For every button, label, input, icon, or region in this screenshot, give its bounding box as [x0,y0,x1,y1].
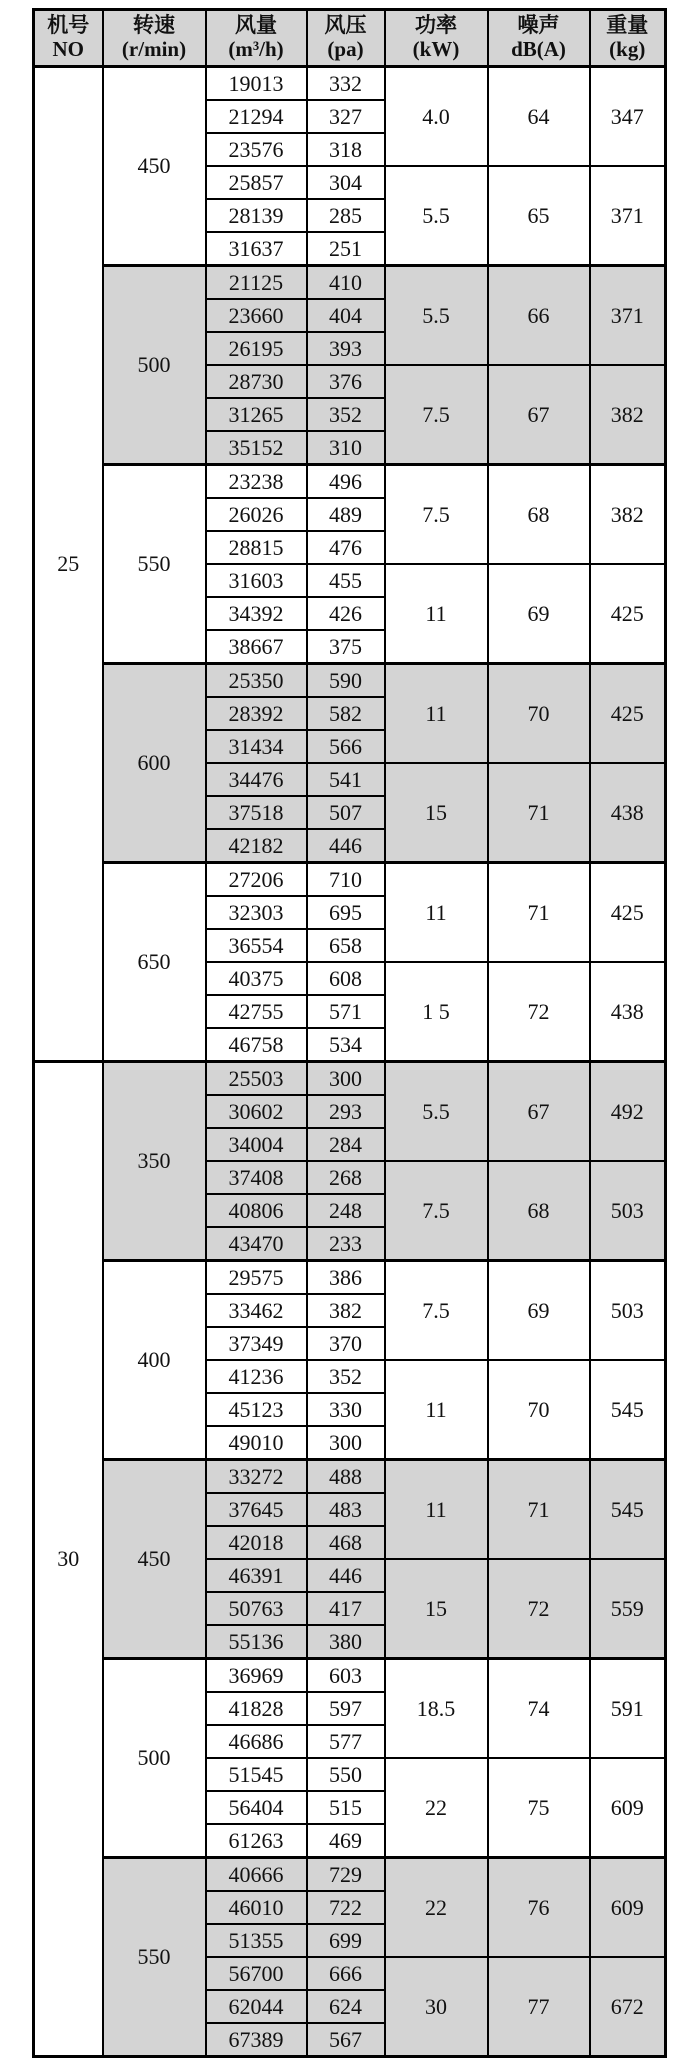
pressure-cell: 352 [307,1360,385,1393]
power-cell: 15 [385,1559,488,1659]
power-cell: 15 [385,763,488,863]
airflow-cell: 41828 [206,1692,307,1725]
noise-cell: 75 [488,1758,590,1858]
noise-cell: 72 [488,962,590,1062]
power-cell: 1 5 [385,962,488,1062]
header-line2: (pa) [327,37,364,61]
speed-cell: 450 [103,1460,206,1659]
pressure-cell: 489 [307,498,385,531]
pressure-cell: 310 [307,431,385,465]
pressure-cell: 483 [307,1493,385,1526]
noise-cell: 64 [488,67,590,167]
noise-cell: 68 [488,465,590,565]
airflow-cell: 40666 [206,1858,307,1892]
power-cell: 11 [385,664,488,764]
power-cell: 5.5 [385,266,488,366]
pressure-cell: 375 [307,630,385,664]
airflow-cell: 41236 [206,1360,307,1393]
airflow-cell: 31637 [206,232,307,266]
weight-cell: 382 [590,465,666,565]
power-cell: 11 [385,1460,488,1560]
pressure-cell: 376 [307,365,385,398]
airflow-cell: 34476 [206,763,307,796]
speed-cell: 550 [103,465,206,664]
table-row [34,1460,666,1494]
table-row [34,465,666,499]
power-cell: 11 [385,863,488,963]
airflow-cell: 28730 [206,365,307,398]
header-line2: NO [52,37,84,61]
weight-cell: 545 [590,1460,666,1560]
noise-cell: 71 [488,1460,590,1560]
pressure-cell: 488 [307,1460,385,1494]
header-line1: 风量 [235,13,277,38]
pressure-cell: 393 [307,332,385,365]
header-line1: 风压 [324,13,367,38]
weight-cell: 438 [590,962,666,1062]
weight-cell: 609 [590,1858,666,1958]
pressure-cell: 624 [307,1990,385,2023]
col-header-weight [590,10,666,67]
airflow-cell: 23238 [206,465,307,499]
pressure-cell: 534 [307,1028,385,1062]
pressure-cell: 251 [307,232,385,266]
pressure-cell: 417 [307,1592,385,1625]
weight-cell: 492 [590,1062,666,1162]
airflow-cell: 51545 [206,1758,307,1791]
pressure-cell: 382 [307,1294,385,1327]
power-cell: 11 [385,1360,488,1460]
weight-cell: 425 [590,564,666,664]
noise-cell: 68 [488,1161,590,1261]
airflow-cell: 28815 [206,531,307,564]
airflow-cell: 26026 [206,498,307,531]
airflow-cell: 50763 [206,1592,307,1625]
weight-cell: 503 [590,1261,666,1361]
pressure-cell: 729 [307,1858,385,1892]
pressure-cell: 404 [307,299,385,332]
header-line2: (kW) [412,37,460,61]
power-cell: 7.5 [385,1161,488,1261]
airflow-cell: 49010 [206,1426,307,1460]
machine-no-cell: 25 [34,67,103,1062]
power-cell: 11 [385,564,488,664]
airflow-cell: 25350 [206,664,307,698]
pressure-cell: 722 [307,1891,385,1924]
airflow-cell: 23576 [206,133,307,166]
airflow-cell: 35152 [206,431,307,465]
fan-spec-table [32,8,667,2058]
pressure-cell: 541 [307,763,385,796]
weight-cell: 371 [590,266,666,366]
noise-cell: 76 [488,1858,590,1958]
pressure-cell: 352 [307,398,385,431]
header-line2: (kg) [609,37,646,61]
power-cell: 7.5 [385,465,488,565]
pressure-cell: 446 [307,1559,385,1592]
airflow-cell: 27206 [206,863,307,897]
airflow-cell: 61263 [206,1824,307,1858]
table-row [34,1659,666,1693]
pressure-cell: 476 [307,531,385,564]
header-line1: 功率 [415,13,457,38]
power-cell: 5.5 [385,166,488,266]
airflow-cell: 30602 [206,1095,307,1128]
weight-cell: 559 [590,1559,666,1659]
pressure-cell: 285 [307,199,385,232]
power-cell: 7.5 [385,365,488,465]
airflow-cell: 56700 [206,1957,307,1990]
pressure-cell: 469 [307,1824,385,1858]
pressure-cell: 695 [307,896,385,929]
airflow-cell: 23660 [206,299,307,332]
pressure-cell: 550 [307,1758,385,1791]
pressure-cell: 566 [307,730,385,763]
airflow-cell: 46010 [206,1891,307,1924]
airflow-cell: 36969 [206,1659,307,1693]
power-cell: 22 [385,1758,488,1858]
pressure-cell: 515 [307,1791,385,1824]
airflow-cell: 33462 [206,1294,307,1327]
airflow-cell: 43470 [206,1227,307,1261]
header-line1: 转速 [133,13,175,38]
airflow-cell: 29575 [206,1261,307,1295]
speed-cell: 500 [103,1659,206,1858]
airflow-cell: 33272 [206,1460,307,1494]
header-line1: 重量 [606,13,649,38]
noise-cell: 67 [488,1062,590,1162]
pressure-cell: 380 [307,1625,385,1659]
pressure-cell: 248 [307,1194,385,1227]
pressure-cell: 300 [307,1062,385,1096]
col-header-noise [488,10,590,67]
airflow-cell: 46686 [206,1725,307,1758]
weight-cell: 545 [590,1360,666,1460]
pressure-cell: 370 [307,1327,385,1360]
pressure-cell: 330 [307,1393,385,1426]
pressure-cell: 699 [307,1924,385,1957]
pressure-cell: 468 [307,1526,385,1559]
pressure-cell: 577 [307,1725,385,1758]
col-header-speed [103,10,206,67]
col-header-airflow [206,10,307,67]
table-row [34,664,666,698]
pressure-cell: 300 [307,1426,385,1460]
noise-cell: 77 [488,1957,590,2057]
machine-no-cell: 30 [34,1062,103,2057]
airflow-cell: 28139 [206,199,307,232]
pressure-cell: 597 [307,1692,385,1725]
pressure-cell: 318 [307,133,385,166]
pressure-cell: 710 [307,863,385,897]
pressure-cell: 332 [307,67,385,101]
pressure-cell: 603 [307,1659,385,1693]
pressure-cell: 446 [307,829,385,863]
power-cell: 22 [385,1858,488,1958]
weight-cell: 382 [590,365,666,465]
noise-cell: 65 [488,166,590,266]
speed-cell: 650 [103,863,206,1062]
noise-cell: 70 [488,664,590,764]
airflow-cell: 51355 [206,1924,307,1957]
header-line2: dB(A) [511,37,566,61]
speed-cell: 550 [103,1858,206,2057]
airflow-cell: 36554 [206,929,307,962]
pressure-cell: 304 [307,166,385,199]
table-row [34,1062,666,1096]
table-row [34,863,666,897]
speed-cell: 400 [103,1261,206,1460]
airflow-cell: 45123 [206,1393,307,1426]
fan-spec-table-container [32,8,667,2058]
pressure-cell: 496 [307,465,385,499]
noise-cell: 69 [488,1261,590,1361]
airflow-cell: 46758 [206,1028,307,1062]
pressure-cell: 567 [307,2023,385,2057]
airflow-cell: 21125 [206,266,307,300]
table-row [34,1261,666,1295]
airflow-cell: 25503 [206,1062,307,1096]
col-header-power [385,10,488,67]
pressure-cell: 233 [307,1227,385,1261]
noise-cell: 74 [488,1659,590,1759]
airflow-cell: 46391 [206,1559,307,1592]
airflow-cell: 55136 [206,1625,307,1659]
airflow-cell: 42182 [206,829,307,863]
weight-cell: 609 [590,1758,666,1858]
power-cell: 5.5 [385,1062,488,1162]
airflow-cell: 42018 [206,1526,307,1559]
noise-cell: 66 [488,266,590,366]
pressure-cell: 284 [307,1128,385,1161]
col-header-machine-no [34,10,103,67]
weight-cell: 347 [590,67,666,167]
speed-cell: 450 [103,67,206,266]
pressure-cell: 293 [307,1095,385,1128]
weight-cell: 672 [590,1957,666,2057]
pressure-cell: 658 [307,929,385,962]
power-cell: 18.5 [385,1659,488,1759]
pressure-cell: 608 [307,962,385,995]
power-cell: 4.0 [385,67,488,167]
table-row [34,1858,666,1892]
pressure-cell: 571 [307,995,385,1028]
airflow-cell: 34392 [206,597,307,630]
weight-cell: 503 [590,1161,666,1261]
weight-cell: 425 [590,664,666,764]
pressure-cell: 590 [307,664,385,698]
pressure-cell: 327 [307,100,385,133]
col-header-pressure [307,10,385,67]
airflow-cell: 31603 [206,564,307,597]
pressure-cell: 268 [307,1161,385,1194]
speed-cell: 600 [103,664,206,863]
pressure-cell: 426 [307,597,385,630]
pressure-cell: 455 [307,564,385,597]
noise-cell: 70 [488,1360,590,1460]
airflow-cell: 32303 [206,896,307,929]
airflow-cell: 56404 [206,1791,307,1824]
pressure-cell: 582 [307,697,385,730]
airflow-cell: 42755 [206,995,307,1028]
airflow-cell: 28392 [206,697,307,730]
airflow-cell: 25857 [206,166,307,199]
airflow-cell: 37349 [206,1327,307,1360]
airflow-cell: 38667 [206,630,307,664]
spec-table-body [34,67,666,2057]
speed-cell: 500 [103,266,206,465]
speed-cell: 350 [103,1062,206,1261]
noise-cell: 71 [488,763,590,863]
airflow-cell: 34004 [206,1128,307,1161]
airflow-cell: 40806 [206,1194,307,1227]
airflow-cell: 37645 [206,1493,307,1526]
power-cell: 7.5 [385,1261,488,1361]
airflow-cell: 31434 [206,730,307,763]
noise-cell: 69 [488,564,590,664]
header-row [34,10,666,67]
weight-cell: 371 [590,166,666,266]
airflow-cell: 26195 [206,332,307,365]
pressure-cell: 386 [307,1261,385,1295]
header-line2: (m³/h) [228,37,284,61]
pressure-cell: 410 [307,266,385,300]
weight-cell: 438 [590,763,666,863]
airflow-cell: 62044 [206,1990,307,2023]
airflow-cell: 31265 [206,398,307,431]
noise-cell: 72 [488,1559,590,1659]
header-line2: (r/min) [121,37,187,61]
power-cell: 30 [385,1957,488,2057]
header-line1: 噪声 [517,13,560,38]
noise-cell: 71 [488,863,590,963]
airflow-cell: 19013 [206,67,307,101]
airflow-cell: 37408 [206,1161,307,1194]
pressure-cell: 666 [307,1957,385,1990]
header-line1: 机号 [47,13,90,38]
table-row [34,67,666,101]
airflow-cell: 40375 [206,962,307,995]
airflow-cell: 67389 [206,2023,307,2057]
pressure-cell: 507 [307,796,385,829]
weight-cell: 425 [590,863,666,963]
noise-cell: 67 [488,365,590,465]
airflow-cell: 21294 [206,100,307,133]
airflow-cell: 37518 [206,796,307,829]
table-row [34,266,666,300]
weight-cell: 591 [590,1659,666,1759]
